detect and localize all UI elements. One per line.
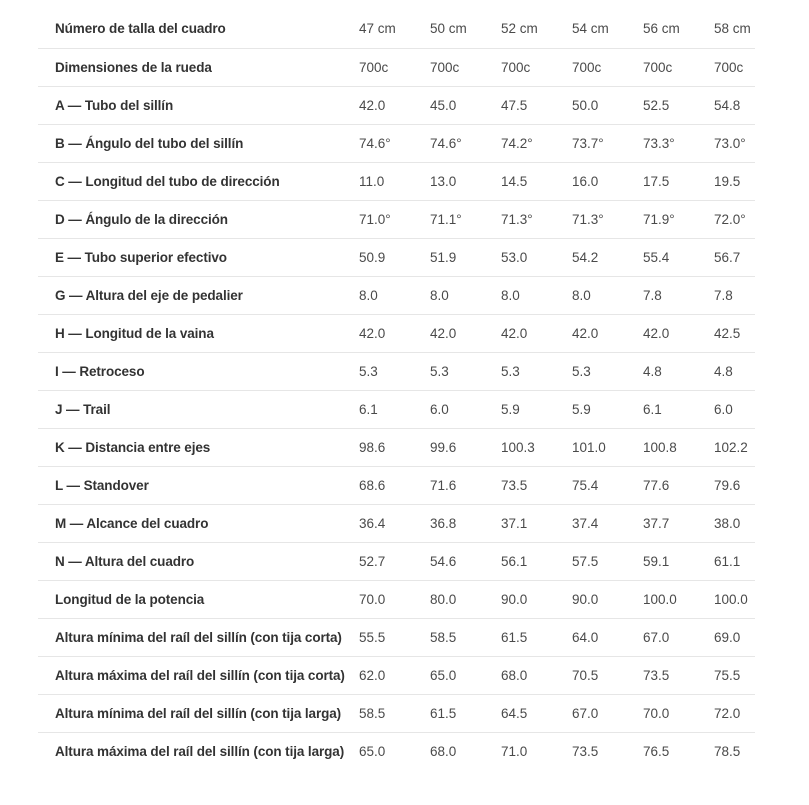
size-value-cell: 42.0 [643,325,670,341]
size-value-cell: 100.3 [501,439,535,455]
size-value-cell: 42.0 [359,325,386,341]
size-value-cell: 700c [359,59,389,75]
size-value-cell: 52.5 [643,97,670,113]
size-value-cell: 61.5 [430,705,457,721]
row-label: C — Longitud del tubo de dirección [55,173,280,189]
size-value-cell: 5.9 [501,401,520,417]
size-value-cell: 4.8 [714,363,733,379]
table-row [38,428,755,466]
table-row [38,86,755,124]
geometry-table-body [38,10,755,770]
size-value-cell: 37.7 [643,515,670,531]
size-value-cell: 69.0 [714,629,741,645]
size-value-cell: 42.0 [430,325,457,341]
size-value-cell: 78.5 [714,743,741,759]
size-value-cell: 77.6 [643,477,670,493]
size-value-cell: 42.0 [501,325,528,341]
table-row [38,466,755,504]
size-value-cell: 56 cm [643,21,680,37]
row-label: Longitud de la potencia [55,591,205,607]
size-value-cell: 8.0 [572,287,591,303]
size-value-cell: 71.0° [359,211,391,227]
size-value-cell: 58.5 [430,629,457,645]
row-label: Número de talla del cuadro [55,21,226,37]
size-value-cell: 8.0 [430,287,449,303]
size-value-cell: 67.0 [572,705,599,721]
size-value-cell: 19.5 [714,173,741,189]
size-value-cell: 53.0 [501,249,528,265]
size-value-cell: 5.3 [430,363,449,379]
size-value-cell: 90.0 [572,591,599,607]
size-value-cell: 80.0 [430,591,457,607]
table-row [38,162,755,200]
size-value-cell: 36.8 [430,515,457,531]
table-row [38,276,755,314]
size-value-cell: 61.1 [714,553,741,569]
size-value-cell: 68.6 [359,477,386,493]
size-value-cell: 65.0 [359,743,386,759]
size-value-cell: 76.5 [643,743,670,759]
row-label: B — Ángulo del tubo del sillín [55,135,244,151]
size-value-cell: 5.3 [359,363,378,379]
size-value-cell: 75.5 [714,667,741,683]
size-value-cell: 71.1° [430,211,462,227]
size-value-cell: 71.3° [572,211,604,227]
table-row [38,694,755,732]
size-value-cell: 55.5 [359,629,386,645]
table-row [38,504,755,542]
size-value-cell: 54.6 [430,553,457,569]
size-value-cell: 102.2 [714,439,748,455]
size-value-cell: 4.8 [643,363,662,379]
size-value-cell: 70.0 [643,705,670,721]
size-value-cell: 5.3 [501,363,520,379]
size-value-cell: 700c [643,59,673,75]
size-value-cell: 42.5 [714,325,741,341]
row-label: I — Retroceso [55,363,145,379]
size-value-cell: 73.7° [572,135,604,151]
table-row [38,200,755,238]
size-value-cell: 75.4 [572,477,599,493]
size-value-cell: 74.2° [501,135,533,151]
size-value-cell: 700c [572,59,602,75]
size-value-cell: 65.0 [430,667,457,683]
size-value-cell: 50 cm [430,21,467,37]
table-row [38,656,755,694]
size-value-cell: 72.0 [714,705,741,721]
geometry-table [38,10,755,770]
size-value-cell: 100.0 [714,591,748,607]
row-label: Altura mínima del raíl del sillín (con tija corta) [55,629,342,645]
size-value-cell: 54.8 [714,97,741,113]
table-row [38,618,755,656]
size-value-cell: 71.0 [501,743,528,759]
size-value-cell: 73.5 [643,667,670,683]
table-row [38,732,755,770]
table-row [38,580,755,618]
size-value-cell: 16.0 [572,173,599,189]
size-value-cell: 5.9 [572,401,591,417]
size-value-cell: 68.0 [501,667,528,683]
size-value-cell: 56.1 [501,553,528,569]
size-value-cell: 52 cm [501,21,538,37]
size-value-cell: 58.5 [359,705,386,721]
size-value-cell: 6.1 [643,401,662,417]
size-value-cell: 17.5 [643,173,670,189]
size-value-cell: 62.0 [359,667,386,683]
size-value-cell: 51.9 [430,249,457,265]
size-value-cell: 5.3 [572,363,591,379]
size-value-cell: 58 cm [714,21,751,37]
size-value-cell: 64.5 [501,705,528,721]
size-value-cell: 47.5 [501,97,528,113]
size-value-cell: 73.3° [643,135,675,151]
size-value-cell: 700c [501,59,531,75]
size-value-cell: 37.1 [501,515,528,531]
table-row [38,238,755,276]
row-label: L — Standover [55,477,149,493]
size-value-cell: 56.7 [714,249,741,265]
size-value-cell: 100.0 [643,591,677,607]
size-value-cell: 6.0 [430,401,449,417]
size-value-cell: 36.4 [359,515,386,531]
size-value-cell: 90.0 [501,591,528,607]
size-value-cell: 700c [430,59,460,75]
row-label: M — Alcance del cuadro [55,515,209,531]
row-label: D — Ángulo de la dirección [55,211,228,227]
row-label: J — Trail [55,401,111,417]
table-row [38,352,755,390]
size-value-cell: 72.0° [714,211,746,227]
size-value-cell: 73.0° [714,135,746,151]
size-value-cell: 42.0 [359,97,386,113]
size-value-cell: 700c [714,59,744,75]
row-label: A — Tubo del sillín [55,97,174,113]
size-value-cell: 8.0 [501,287,520,303]
size-value-cell: 52.7 [359,553,386,569]
size-value-cell: 68.0 [430,743,457,759]
table-row [38,10,755,48]
size-value-cell: 71.9° [643,211,675,227]
size-value-cell: 37.4 [572,515,599,531]
size-value-cell: 74.6° [430,135,462,151]
size-value-cell: 55.4 [643,249,670,265]
size-value-cell: 73.5 [572,743,599,759]
size-value-cell: 64.0 [572,629,599,645]
table-row [38,390,755,428]
size-value-cell: 42.0 [572,325,599,341]
table-row [38,542,755,580]
size-value-cell: 99.6 [430,439,457,455]
size-value-cell: 57.5 [572,553,599,569]
table-row [38,48,755,86]
row-label: K — Distancia entre ejes [55,439,211,455]
row-label: N — Altura del cuadro [55,553,195,569]
size-value-cell: 14.5 [501,173,528,189]
size-value-cell: 7.8 [643,287,662,303]
size-value-cell: 70.5 [572,667,599,683]
row-label: E — Tubo superior efectivo [55,249,227,265]
size-value-cell: 50.0 [572,97,599,113]
row-label: H — Longitud de la vaina [55,325,214,341]
size-value-cell: 59.1 [643,553,670,569]
row-label: Altura máxima del raíl del sillín (con tija corta) [55,667,345,683]
size-value-cell: 74.6° [359,135,391,151]
size-value-cell: 54.2 [572,249,599,265]
size-value-cell: 98.6 [359,439,386,455]
row-label: Dimensiones de la rueda [55,59,212,75]
size-value-cell: 67.0 [643,629,670,645]
size-value-cell: 71.6 [430,477,457,493]
row-label: G — Altura del eje de pedalier [55,287,243,303]
size-value-cell: 47 cm [359,21,396,37]
table-row [38,314,755,352]
size-value-cell: 50.9 [359,249,386,265]
size-value-cell: 6.1 [359,401,378,417]
size-value-cell: 11.0 [359,173,385,189]
row-label: Altura mínima del raíl del sillín (con tija larga) [55,705,342,721]
size-value-cell: 79.6 [714,477,741,493]
table-row [38,124,755,162]
size-value-cell: 61.5 [501,629,528,645]
size-value-cell: 73.5 [501,477,528,493]
size-value-cell: 54 cm [572,21,609,37]
size-value-cell: 45.0 [430,97,457,113]
size-value-cell: 70.0 [359,591,386,607]
size-value-cell: 100.8 [643,439,677,455]
size-value-cell: 71.3° [501,211,533,227]
size-value-cell: 13.0 [430,173,457,189]
size-value-cell: 38.0 [714,515,741,531]
size-value-cell: 6.0 [714,401,733,417]
size-value-cell: 101.0 [572,439,606,455]
size-value-cell: 8.0 [359,287,378,303]
row-label: Altura máxima del raíl del sillín (con tija larga) [55,743,345,759]
size-value-cell: 7.8 [714,287,733,303]
